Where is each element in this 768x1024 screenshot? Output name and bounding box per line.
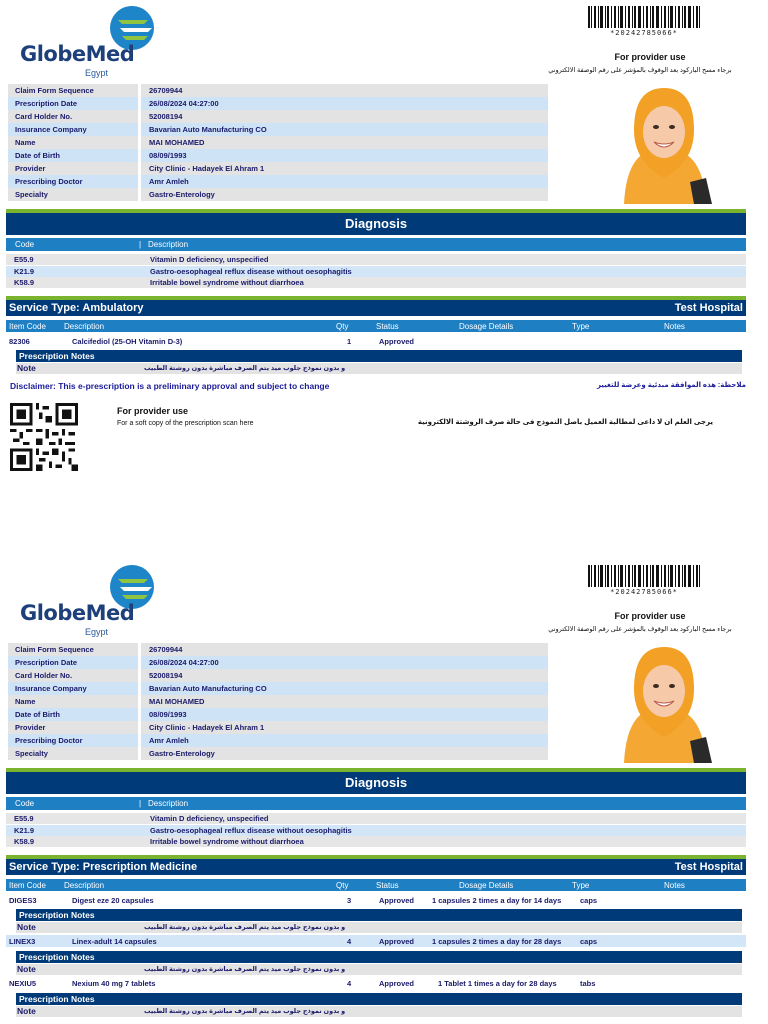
info-row: Prescribing Doctor Amr Amleh bbox=[8, 734, 548, 747]
disclaimer-arabic: ملاحظة: هذه الموافقة مبدئية وعرضة للتغيير bbox=[596, 382, 746, 389]
info-row: Claim Form Sequence 26709944 bbox=[8, 643, 548, 656]
provider-use-label: For provider use bbox=[614, 611, 686, 621]
info-row: Specialty Gastro-Enterology bbox=[8, 188, 548, 201]
diagnosis-header: Code | Description bbox=[6, 238, 746, 251]
diagnosis-header: Code | Description bbox=[6, 797, 746, 810]
soft-copy-instruction: For a soft copy of the prescription scan here bbox=[117, 420, 254, 427]
prescription-note-row: Note و بدون نموذج جلوب ميد يتم الصرف مباشرة بدون روشتة الطبيب bbox=[16, 922, 742, 933]
claim-note-arabic: يرجى العلم ان لا داعى لمطالبة العميل باصل النموذج فى حالة صرف الروشتة الالكترونية bbox=[417, 419, 713, 426]
info-row: Prescription Date 26/08/2024 04:27:00 bbox=[8, 97, 548, 110]
qr-code-icon bbox=[10, 402, 78, 472]
prescription-notes-header: Prescription Notes bbox=[16, 951, 742, 963]
service-item-row: DIGES3 Digest eze 20 capsules 3 Approved 1 capsules 2 times a day for 14 days caps bbox=[9, 896, 598, 905]
info-row: Insurance Company Bavarian Auto Manufacturing CO bbox=[8, 123, 548, 136]
diagnosis-title: Diagnosis bbox=[6, 213, 746, 235]
service-type-bar: Service Type: Prescription Medicine Test Hospital bbox=[6, 859, 746, 875]
globemed-logo bbox=[18, 4, 158, 78]
prescription-notes-header: Prescription Notes bbox=[16, 350, 742, 362]
diagnosis-row: K58.9 Irritable bowel syndrome without diarrhoea bbox=[6, 836, 746, 847]
info-row: Specialty Gastro-Enterology bbox=[8, 747, 548, 760]
diagnosis-row: E55.9 Vitamin D deficiency, unspecified bbox=[6, 254, 746, 265]
info-row: Claim Form Sequence 26709944 bbox=[8, 84, 548, 97]
diagnosis-row: K58.9 Irritable bowel syndrome without diarrhoea bbox=[6, 277, 746, 288]
provider-use-label: For provider use bbox=[614, 52, 686, 62]
prescription-note-row: Note و بدون نموذج جلوب ميد يتم الصرف مباشرة بدون روشتة الطبيب bbox=[16, 1006, 742, 1017]
info-row: Date of Birth 08/09/1993 bbox=[8, 149, 548, 162]
info-row: Insurance Company Bavarian Auto Manufacturing CO bbox=[8, 682, 548, 695]
info-row: Card Holder No. 52008194 bbox=[8, 669, 548, 682]
provider-use-label: For provider use bbox=[117, 406, 189, 416]
barcode-number: *20242785066* bbox=[610, 29, 678, 37]
brand-country: Egypt bbox=[85, 627, 109, 637]
info-row: Provider City Clinic - Hadayek El Ahram 1 bbox=[8, 721, 548, 734]
patient-photo bbox=[616, 641, 712, 763]
service-items-header: Item Code Description Qty Status Dosage Details Type Notes bbox=[6, 879, 746, 891]
info-row: Card Holder No. 52008194 bbox=[8, 110, 548, 123]
service-items-header: Item Code Description Qty Status Dosage Details Type Notes bbox=[6, 320, 746, 332]
disclaimer: Disclaimer: This e-prescription is a preliminary approval and subject to change bbox=[10, 381, 330, 391]
info-row: Prescription Date 26/08/2024 04:27:00 bbox=[8, 656, 548, 669]
brand-country: Egypt bbox=[85, 68, 109, 78]
diagnosis-row: E55.9 Vitamin D deficiency, unspecified bbox=[6, 813, 746, 824]
info-row: Provider City Clinic - Hadayek El Ahram 1 bbox=[8, 162, 548, 175]
service-item-row: NEXIU5 Nexium 40 mg 7 tablets 4 Approved 1 Tablet 1 times a day for 28 days tabs bbox=[9, 979, 596, 988]
prescription-form-2 bbox=[0, 559, 768, 1024]
prescription-note-row: Note و بدون نموذج جلوب ميد يتم الصرف مباشرة بدون روشتة الطبيب bbox=[16, 964, 742, 975]
brand-name: GlobeMed bbox=[20, 601, 135, 625]
diagnosis-title: Diagnosis bbox=[6, 772, 746, 794]
provider-scan-instruction: برجاء مسح الباركود بعد الوقوف بالمؤشر على رقم الوصفة الالكتروني bbox=[548, 67, 732, 74]
service-item-row: LINEX3 Linex-adult 14 capsules 4 Approved 1 capsules 2 times a day for 28 days caps bbox=[6, 935, 746, 947]
diagnosis-row: K21.9 Gastro-oesophageal reflux disease without oesophagitis bbox=[6, 825, 746, 836]
service-item-row: 82306 Calcifediol (25-OH Vitamin D-3) 1 Approved bbox=[9, 337, 415, 346]
patient-photo bbox=[616, 82, 712, 204]
globemed-logo bbox=[18, 563, 158, 637]
provider-scan-instruction: برجاء مسح الباركود بعد الوقوف بالمؤشر على رقم الوصفة الالكتروني bbox=[548, 626, 732, 633]
info-row: Prescribing Doctor Amr Amleh bbox=[8, 175, 548, 188]
brand-name: GlobeMed bbox=[20, 42, 135, 66]
info-row: Name MAI MOHAMED bbox=[8, 695, 548, 708]
info-row: Name MAI MOHAMED bbox=[8, 136, 548, 149]
barcode-number: *20242785066* bbox=[610, 588, 678, 596]
barcode-icon bbox=[588, 6, 700, 28]
prescription-notes-header: Prescription Notes bbox=[16, 993, 742, 1005]
barcode-icon bbox=[588, 565, 700, 587]
prescription-notes-header: Prescription Notes bbox=[16, 909, 742, 921]
patient-info-table bbox=[8, 84, 548, 201]
service-type-bar: Service Type: Ambulatory Test Hospital bbox=[6, 300, 746, 316]
patient-info-table bbox=[8, 643, 548, 760]
diagnosis-row: K21.9 Gastro-oesophageal reflux disease without oesophagitis bbox=[6, 266, 746, 277]
prescription-note-row: Note و بدون نموذج جلوب ميد يتم الصرف مباشرة بدون روشتة الطبيب bbox=[16, 363, 742, 374]
info-row: Date of Birth 08/09/1993 bbox=[8, 708, 548, 721]
